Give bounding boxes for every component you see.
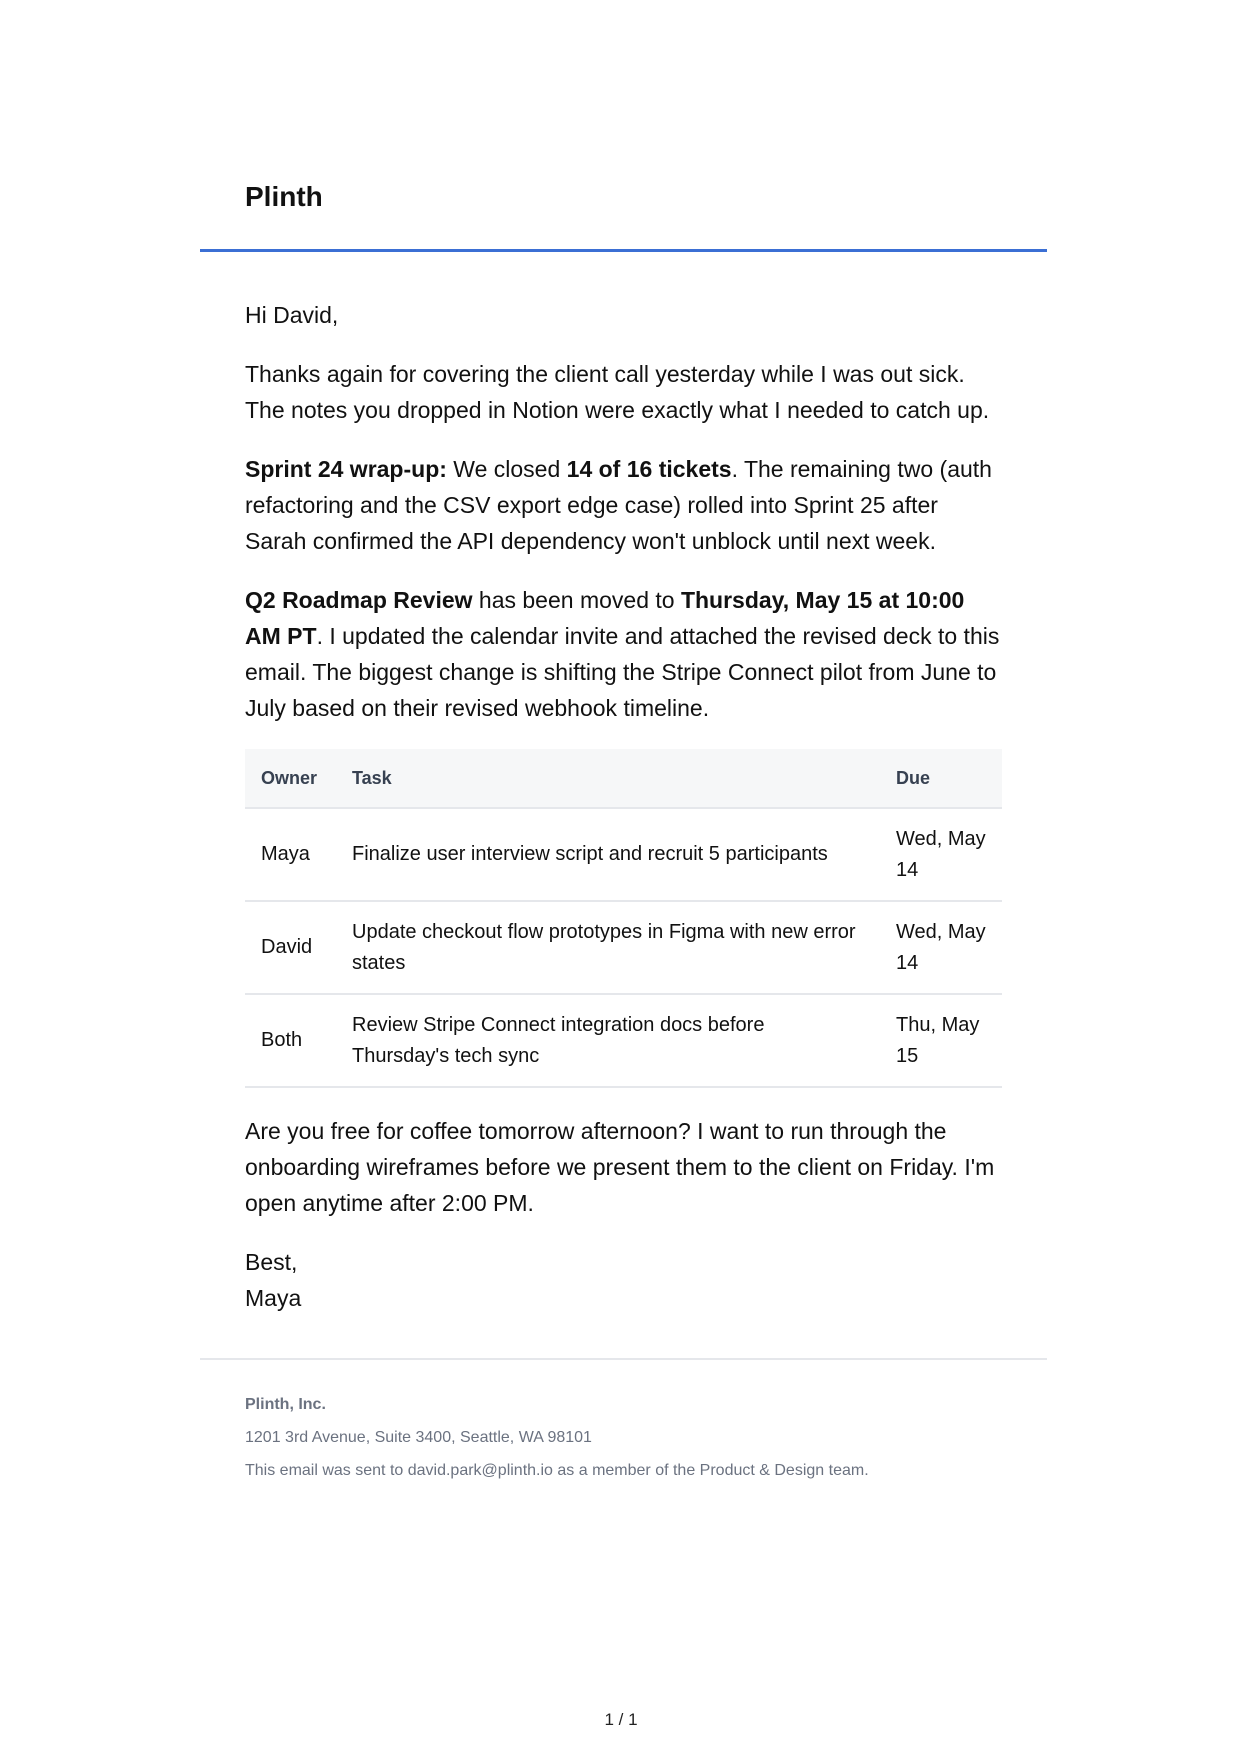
roadmap-text-after: . I updated the calendar invite and attached the revised deck to this email. The biggest change is shifting the Stripe Connect pilot from June to July based on their revised webhook timeline. bbox=[245, 623, 1000, 721]
task-cell: Review Stripe Connect integration docs before Thursday's tech sync bbox=[336, 994, 880, 1087]
signoff: Best, bbox=[245, 1249, 298, 1275]
greeting: Hi David, bbox=[245, 302, 339, 328]
signature bbox=[245, 1244, 1002, 1316]
owner-cell: Both bbox=[245, 994, 336, 1087]
roadmap-highlight: Thursday, May 15 at 10:00 AM PT bbox=[245, 587, 965, 649]
due-cell: Thu, May 15 bbox=[880, 994, 1002, 1087]
task-cell: Finalize user interview script and recruit 5 participants bbox=[336, 808, 880, 901]
coffee-paragraph: Are you free for coffee tomorrow afternoon? I want to run through the onboarding wireframes before we present them to the client on Friday. I'm open anytime after 2:00 PM. bbox=[245, 1118, 995, 1216]
sender-name: Maya bbox=[245, 1285, 302, 1311]
table-row bbox=[245, 901, 1002, 994]
table-header-row bbox=[245, 749, 1002, 808]
thanks-paragraph: Thanks again for covering the client call yesterday while I was out sick. The notes you dropped in Notion were exactly what I needed to catch up. bbox=[245, 361, 990, 423]
email-body bbox=[245, 297, 1002, 1339]
roadmap-text-before: has been moved to bbox=[472, 587, 681, 613]
page-number: 1 / 1 bbox=[604, 1710, 638, 1729]
sprint-highlight: 14 of 16 tickets bbox=[566, 456, 732, 482]
email-footer bbox=[245, 1388, 1002, 1487]
roadmap-label: Q2 Roadmap Review bbox=[245, 587, 473, 613]
owner-cell: David bbox=[245, 901, 336, 994]
brand-name: Plinth bbox=[245, 181, 323, 212]
column-header-due: Due bbox=[880, 749, 1002, 808]
footer-company: Plinth, Inc. bbox=[245, 1396, 326, 1413]
footer-address: 1201 3rd Avenue, Suite 3400, Seattle, WA 98101 bbox=[245, 1429, 592, 1446]
sprint-text-after: . The remaining two (auth refactoring and the CSV export edge case) rolled into Sprint 25 after Sarah confirmed the API dependency won't unblock until next week. bbox=[245, 456, 992, 554]
footer-divider bbox=[200, 1358, 1047, 1360]
task-cell: Update checkout flow prototypes in Figma with new error states bbox=[336, 901, 880, 994]
due-cell: Wed, May 14 bbox=[880, 808, 1002, 901]
sprint-paragraph bbox=[245, 451, 1002, 559]
column-header-task: Task bbox=[336, 749, 880, 808]
table-row bbox=[245, 808, 1002, 901]
email-header bbox=[200, 155, 1047, 252]
due-cell: Wed, May 14 bbox=[880, 901, 1002, 994]
sprint-text-before: We closed bbox=[446, 456, 567, 482]
task-table bbox=[245, 749, 1002, 1088]
owner-cell: Maya bbox=[245, 808, 336, 901]
table-row bbox=[245, 994, 1002, 1087]
column-header-owner: Owner bbox=[245, 749, 336, 808]
roadmap-paragraph bbox=[245, 582, 1002, 726]
footer-notice: This email was sent to david.park@plinth.io as a member of the Product & Design team. bbox=[245, 1462, 869, 1479]
sprint-label: Sprint 24 wrap-up: bbox=[245, 456, 447, 482]
